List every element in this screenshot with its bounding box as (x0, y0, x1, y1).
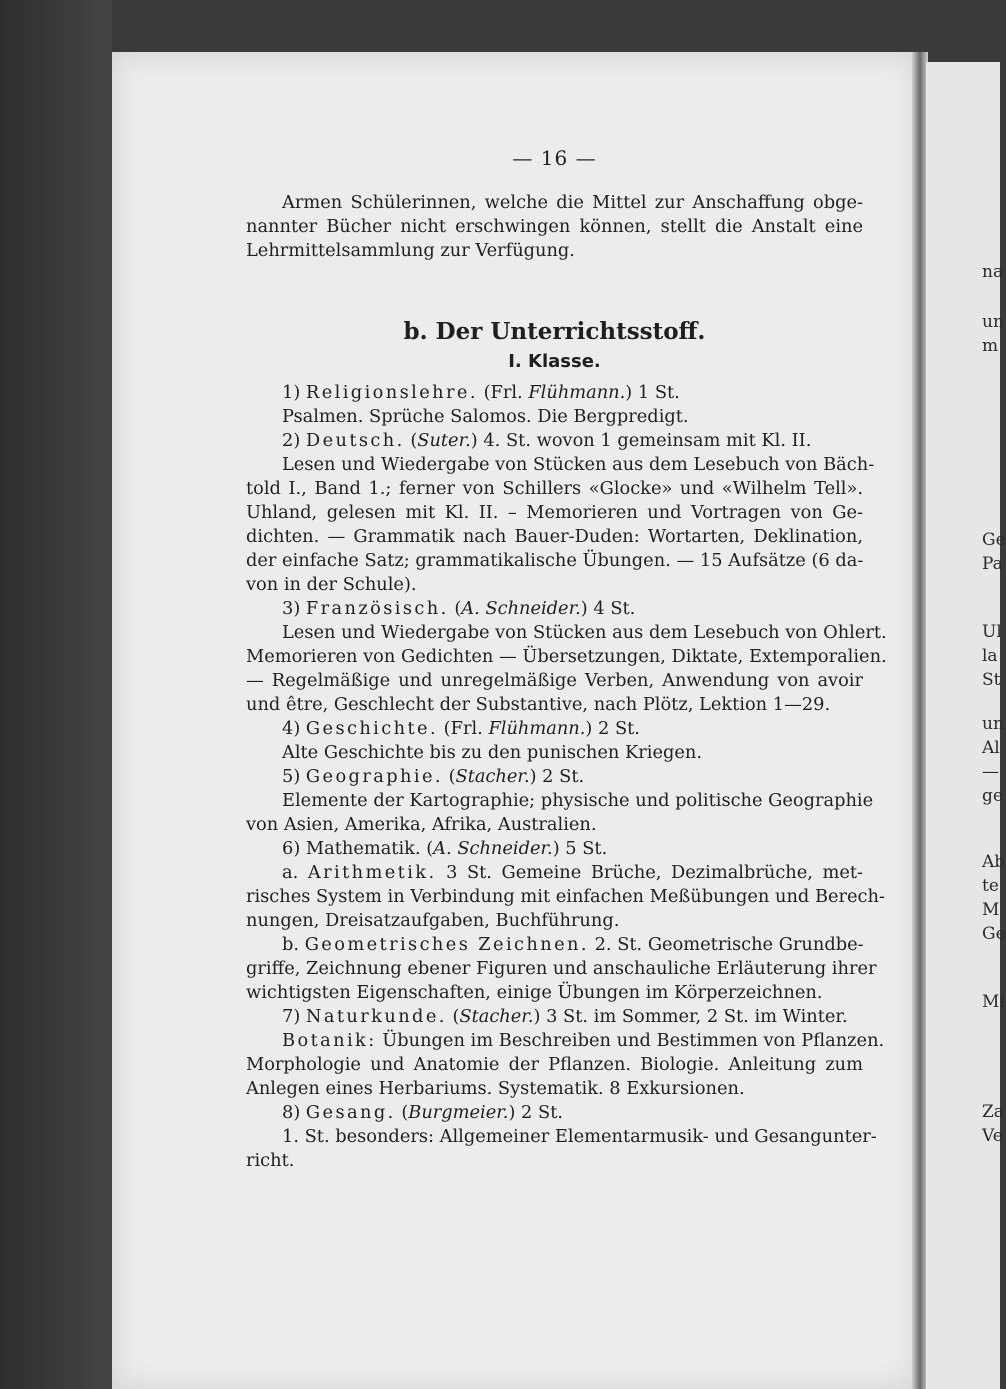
next-page-fragment: un (982, 714, 1004, 734)
text-run: 3 St. Gemeine Brüche, Dezimalbrüche, met- (446, 862, 864, 883)
teacher-name: Flühmann. (528, 382, 626, 403)
next-page-fragment: Ge (982, 924, 1006, 944)
next-page-fragment: Ab (982, 852, 1006, 872)
text-line: Lesen und Wiedergabe von Stücken aus dem Lesebuch von Ohlert. (282, 622, 887, 643)
teacher-prefix: (Frl. (483, 382, 523, 403)
next-page-fragment: Pa (982, 554, 1003, 574)
subject-line (282, 429, 811, 453)
subject-line (282, 1101, 563, 1125)
next-page-fragment: Mi (982, 992, 1005, 1012)
text-line: nannter Bücher nicht erschwingen können, stellt die Anstalt eine (246, 216, 863, 237)
teacher-name: Stacher. (455, 766, 530, 787)
text-line: richt. (246, 1150, 295, 1171)
next-page-fragment: Ve (982, 1126, 1003, 1146)
subject-name: Naturkunde. (305, 1006, 447, 1027)
text-line: nungen, Dreisatzaufgaben, Buchführung. (246, 910, 620, 931)
next-page-fragment: na (982, 262, 1004, 282)
subject-line (282, 1029, 885, 1053)
subject-line (282, 933, 863, 957)
teacher-prefix: ( (454, 598, 462, 619)
subject-number: 3) (282, 598, 301, 619)
hours: ) 2 St. (585, 718, 640, 739)
next-page-fragment: la (982, 646, 998, 666)
next-page-fragment: Ul (982, 622, 1002, 642)
subject-name: Geometrisches Zeichnen. (304, 934, 589, 955)
book-edge (0, 0, 112, 1389)
subject-line (282, 861, 863, 885)
next-page-fragment: M (982, 900, 1000, 920)
subject-number: 6) (282, 838, 301, 859)
subject-number: 8) (282, 1102, 301, 1123)
teacher-name: Stacher. (459, 1006, 534, 1027)
next-page-fragment: te (982, 876, 999, 896)
next-page-fragment: Za (982, 1102, 1004, 1122)
subject-name: Französisch. (305, 598, 449, 619)
next-page-fragment: m (982, 336, 999, 356)
text-line: wichtigsten Eigenschaften, einige Übungen im Körperzeichnen. (246, 982, 823, 1003)
text-line: griffe, Zeichnung ebener Figuren und anschauliche Erläuterung ihrer (246, 958, 877, 979)
next-page-fragment: un (982, 312, 1004, 332)
text-line: Uhland, gelesen mit Kl. II. – Memorieren und Vortragen von Ge- (246, 502, 863, 523)
subject-name: Deutsch. (305, 430, 405, 451)
subject-line (282, 765, 584, 789)
text-line: Elemente der Kartographie; physische und politische Geographie (282, 790, 874, 811)
subject-name: Botanik: (282, 1030, 377, 1051)
text-line: von in der Schule). (246, 574, 417, 595)
teacher-name: Flühmann. (488, 718, 586, 739)
subject-name: Geographie. (305, 766, 443, 787)
text-line: und être, Geschlecht der Substantive, nach Plötz, Lektion 1—29. (246, 694, 831, 715)
teacher-name: Suter. (417, 430, 471, 451)
class-title: I. Klasse. (508, 351, 601, 372)
subject-number: 4) (282, 718, 301, 739)
next-page-fragment: Al (982, 738, 1000, 758)
subject-number: 5) (282, 766, 301, 787)
subject-number: 1) (282, 382, 301, 403)
subject-name: Geschichte. (305, 718, 439, 739)
text-line: risches System in Verbindung mit einfachen Meßübungen und Berech- (246, 886, 885, 907)
hours: ) 2 St. (529, 766, 585, 787)
hours: ) 4. St. wovon 1 gemeinsam mit Kl. II. (470, 430, 812, 451)
subject-name: Mathematik. (305, 838, 421, 859)
teacher-name: A. Schneider. (433, 838, 553, 859)
subject-line (282, 837, 607, 861)
item-prefix: b. (282, 934, 300, 955)
teacher-prefix: ( (452, 1006, 460, 1027)
teacher-prefix: (Frl. (443, 718, 483, 739)
text-line: dichten. — Grammatik nach Bauer-Duden: Wortarten, Deklination, (246, 526, 863, 547)
subject-line (282, 597, 635, 621)
text-run: Übungen im Beschreiben und Bestimmen von Pflanzen. (382, 1030, 885, 1051)
text-line: told I., Band 1.; ferner von Schillers «Glocke» und «Wilhelm Tell». (246, 478, 863, 499)
text-line: Anlegen eines Herbariums. Systematik. 8 Exkursionen. (246, 1078, 745, 1099)
text-line: der einfache Satz; grammatikalische Übungen. — 15 Aufsätze (6 da- (246, 550, 864, 571)
text-line: Armen Schülerinnen, welche die Mittel zur Anschaffung obge- (282, 192, 863, 213)
hours: ) 1 St. (625, 382, 680, 403)
text-run: 2. St. Geometrische Grundbe- (594, 934, 864, 955)
subject-number: 7) (282, 1006, 301, 1027)
subject-number: 2) (282, 430, 301, 451)
hours: ) 4 St. (580, 598, 636, 619)
text-line: Morphologie und Anatomie der Pflanzen. Biologie. Anleitung zum (246, 1054, 863, 1075)
text-line: Lehrmittelsammlung zur Verfügung. (246, 240, 575, 261)
section-title: b. Der Unterrichtsstoff. (403, 318, 706, 345)
next-page-edge (926, 62, 1006, 1389)
teacher-prefix: ( (426, 838, 434, 859)
text-line: Memorieren von Gedichten — Übersetzungen, Diktate, Extemporalien. (246, 646, 887, 667)
subject-name: Gesang. (305, 1102, 396, 1123)
text-line: Alte Geschichte bis zu den punischen Kriegen. (282, 742, 702, 763)
teacher-name: A. Schneider. (461, 598, 581, 619)
teacher-prefix: ( (448, 766, 456, 787)
next-page-fragment: — (982, 762, 999, 782)
hours: ) 5 St. (552, 838, 608, 859)
subject-line (282, 381, 680, 405)
teacher-prefix: ( (401, 1102, 409, 1123)
next-page-fragment: ge (982, 786, 1003, 806)
subject-line (282, 717, 640, 741)
subject-name: Arithmetik. (307, 862, 437, 883)
item-prefix: a. (282, 862, 299, 883)
next-page-fragment: St (982, 670, 1001, 690)
next-page-fragment: Ge (982, 530, 1006, 550)
text-line: 1. St. besonders: Allgemeiner Elementarmusik- und Gesangunter- (282, 1126, 877, 1147)
text-line: — Regelmäßige und unregelmäßige Verben, Anwendung von avoir (246, 670, 863, 691)
subject-name: Religionslehre. (305, 382, 478, 403)
teacher-prefix: ( (410, 430, 418, 451)
text-line: Psalmen. Sprüche Salomos. Die Bergpredigt. (282, 406, 689, 427)
text-line: Lesen und Wiedergabe von Stücken aus dem Lesebuch von Bäch- (282, 454, 875, 475)
teacher-name: Burgmeier. (408, 1102, 509, 1123)
subject-line (282, 1005, 848, 1029)
hours: ) 2 St. (508, 1102, 564, 1123)
text-line: von Asien, Amerika, Afrika, Australien. (246, 814, 597, 835)
hours: ) 3 St. im Sommer, 2 St. im Winter. (533, 1006, 848, 1027)
page-number: — 16 — (512, 146, 597, 170)
